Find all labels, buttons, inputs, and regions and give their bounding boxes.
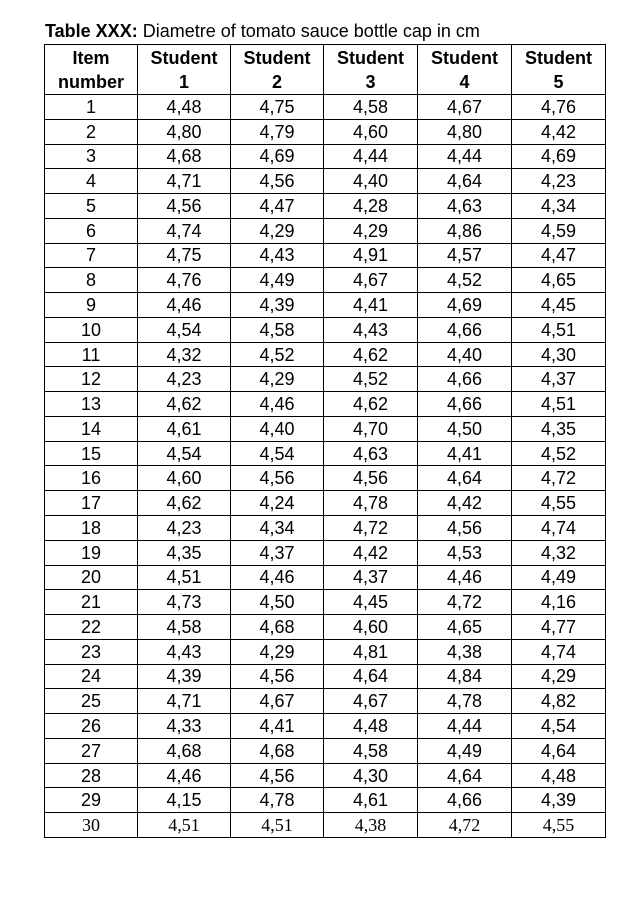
diameter-cell: 4,56 (231, 763, 324, 788)
item-number-cell: 26 (45, 714, 138, 739)
diameter-cell: 4,44 (418, 714, 512, 739)
item-number-cell: 24 (45, 664, 138, 689)
diameter-cell: 4,29 (231, 639, 324, 664)
diameter-cell: 4,23 (138, 367, 231, 392)
diameter-cell: 4,43 (138, 639, 231, 664)
table-row (45, 714, 606, 739)
diameter-cell: 4,44 (324, 144, 418, 169)
diameter-cell: 4,58 (324, 95, 418, 120)
diameter-cell: 4,66 (418, 317, 512, 342)
diameter-cell: 4,70 (324, 416, 418, 441)
item-number-cell: 18 (45, 516, 138, 541)
header-student-5 (512, 45, 606, 95)
diameter-cell: 4,73 (138, 590, 231, 615)
diameter-cell: 4,55 (512, 491, 606, 516)
table-row (45, 268, 606, 293)
diameter-cell: 4,32 (138, 342, 231, 367)
table-row (45, 590, 606, 615)
diameter-cell: 4,42 (512, 119, 606, 144)
table-row (45, 317, 606, 342)
header-line: Student (243, 47, 311, 68)
header-student-4 (418, 45, 512, 95)
diameter-cell: 4,84 (418, 664, 512, 689)
item-number-cell: 28 (45, 763, 138, 788)
item-number-cell: 21 (45, 590, 138, 615)
item-number-cell: 6 (45, 218, 138, 243)
diameter-cell: 4,65 (418, 615, 512, 640)
diameter-cell: 4,29 (231, 218, 324, 243)
diameter-cell: 4,80 (138, 119, 231, 144)
item-number-cell: 4 (45, 169, 138, 194)
diameter-cell: 4,63 (418, 194, 512, 219)
diameter-cell: 4,52 (324, 367, 418, 392)
diameter-cell: 4,52 (418, 268, 512, 293)
item-number-cell: 25 (45, 689, 138, 714)
diameter-cell: 4,46 (138, 293, 231, 318)
diameter-cell: 4,24 (231, 491, 324, 516)
table-body (45, 95, 606, 838)
diameter-cell: 4,62 (138, 491, 231, 516)
diameter-cell: 4,55 (512, 813, 606, 838)
diameter-cell: 4,81 (324, 639, 418, 664)
header-line: 2 (271, 71, 282, 92)
diameter-cell: 4,69 (418, 293, 512, 318)
diameter-cell: 4,68 (138, 738, 231, 763)
diameter-cell: 4,79 (231, 119, 324, 144)
diameter-cell: 4,86 (418, 218, 512, 243)
item-number-cell: 20 (45, 565, 138, 590)
diameter-cell: 4,49 (512, 565, 606, 590)
diameter-cell: 4,64 (418, 763, 512, 788)
table-row (45, 243, 606, 268)
diameter-cell: 4,66 (418, 392, 512, 417)
item-number-cell: 16 (45, 466, 138, 491)
diameter-cell: 4,54 (138, 317, 231, 342)
header-item-number (45, 45, 138, 95)
diameter-cell: 4,34 (231, 516, 324, 541)
diameter-cell: 4,54 (231, 441, 324, 466)
diameter-cell: 4,40 (231, 416, 324, 441)
diameter-cell: 4,30 (324, 763, 418, 788)
diameter-table (44, 44, 606, 838)
diameter-cell: 4,50 (231, 590, 324, 615)
diameter-cell: 4,38 (418, 639, 512, 664)
item-number-cell: 3 (45, 144, 138, 169)
diameter-cell: 4,58 (324, 738, 418, 763)
diameter-cell: 4,64 (418, 169, 512, 194)
table-row (45, 689, 606, 714)
table-row (45, 218, 606, 243)
diameter-cell: 4,39 (231, 293, 324, 318)
diameter-cell: 4,46 (231, 392, 324, 417)
diameter-cell: 4,28 (324, 194, 418, 219)
diameter-cell: 4,71 (138, 169, 231, 194)
diameter-cell: 4,48 (324, 714, 418, 739)
diameter-cell: 4,32 (512, 540, 606, 565)
diameter-cell: 4,56 (418, 516, 512, 541)
diameter-cell: 4,57 (418, 243, 512, 268)
diameter-cell: 4,43 (231, 243, 324, 268)
table-row (45, 466, 606, 491)
diameter-cell: 4,64 (418, 466, 512, 491)
diameter-cell: 4,91 (324, 243, 418, 268)
diameter-cell: 4,60 (324, 119, 418, 144)
item-number-cell: 27 (45, 738, 138, 763)
diameter-cell: 4,61 (138, 416, 231, 441)
diameter-cell: 4,56 (231, 169, 324, 194)
table-row (45, 813, 606, 838)
diameter-cell: 4,62 (324, 342, 418, 367)
table-row (45, 615, 606, 640)
diameter-cell: 4,41 (231, 714, 324, 739)
diameter-cell: 4,78 (231, 788, 324, 813)
diameter-cell: 4,51 (138, 565, 231, 590)
caption-text: Diametre of tomato sauce bottle cap in cm (137, 21, 480, 41)
diameter-cell: 4,61 (324, 788, 418, 813)
diameter-cell: 4,47 (512, 243, 606, 268)
diameter-cell: 4,39 (512, 788, 606, 813)
diameter-cell: 4,51 (138, 813, 231, 838)
header-line: number (57, 71, 124, 92)
diameter-cell: 4,35 (512, 416, 606, 441)
diameter-cell: 4,48 (138, 95, 231, 120)
table-caption (45, 20, 480, 42)
diameter-cell: 4,41 (324, 293, 418, 318)
diameter-cell: 4,46 (231, 565, 324, 590)
diameter-cell: 4,66 (418, 788, 512, 813)
diameter-cell: 4,58 (231, 317, 324, 342)
item-number-cell: 2 (45, 119, 138, 144)
diameter-cell: 4,67 (324, 689, 418, 714)
diameter-cell: 4,51 (512, 317, 606, 342)
diameter-cell: 4,56 (231, 466, 324, 491)
diameter-cell: 4,76 (512, 95, 606, 120)
table-row (45, 738, 606, 763)
table-row (45, 367, 606, 392)
header-line: Student (431, 47, 498, 68)
diameter-cell: 4,74 (512, 639, 606, 664)
diameter-cell: 4,60 (138, 466, 231, 491)
diameter-cell: 4,33 (138, 714, 231, 739)
diameter-cell: 4,60 (324, 615, 418, 640)
table-row (45, 119, 606, 144)
table-row (45, 491, 606, 516)
diameter-cell: 4,65 (512, 268, 606, 293)
item-number-cell: 19 (45, 540, 138, 565)
item-number-cell: 13 (45, 392, 138, 417)
diameter-cell: 4,56 (324, 466, 418, 491)
header-line: Item (72, 47, 110, 68)
table-row (45, 342, 606, 367)
diameter-cell: 4,63 (324, 441, 418, 466)
diameter-cell: 4,23 (138, 516, 231, 541)
diameter-cell: 4,74 (512, 516, 606, 541)
diameter-cell: 4,51 (512, 392, 606, 417)
diameter-cell: 4,77 (512, 615, 606, 640)
caption-label: Table XXX: (45, 21, 138, 41)
item-number-cell: 1 (45, 95, 138, 120)
diameter-cell: 4,49 (231, 268, 324, 293)
diameter-cell: 4,76 (138, 268, 231, 293)
diameter-cell: 4,45 (512, 293, 606, 318)
item-number-cell: 8 (45, 268, 138, 293)
diameter-cell: 4,52 (512, 441, 606, 466)
header-student-1 (138, 45, 231, 95)
diameter-cell: 4,51 (231, 813, 324, 838)
header-line: Student (525, 47, 592, 68)
diameter-cell: 4,69 (512, 144, 606, 169)
diameter-cell: 4,58 (138, 615, 231, 640)
header-line: 5 (553, 71, 564, 92)
table-row (45, 293, 606, 318)
diameter-cell: 4,75 (231, 95, 324, 120)
table-row (45, 441, 606, 466)
header-line: Student (150, 47, 218, 68)
diameter-cell: 4,16 (512, 590, 606, 615)
table-row (45, 565, 606, 590)
diameter-cell: 4,62 (138, 392, 231, 417)
diameter-cell: 4,72 (418, 590, 512, 615)
table-row (45, 788, 606, 813)
diameter-cell: 4,45 (324, 590, 418, 615)
table-row (45, 144, 606, 169)
item-number-cell: 7 (45, 243, 138, 268)
diameter-cell: 4,48 (512, 763, 606, 788)
diameter-cell: 4,78 (418, 689, 512, 714)
diameter-cell: 4,43 (324, 317, 418, 342)
diameter-cell: 4,68 (231, 615, 324, 640)
diameter-cell: 4,46 (418, 565, 512, 590)
item-number-cell: 30 (45, 813, 138, 838)
diameter-cell: 4,15 (138, 788, 231, 813)
diameter-cell: 4,54 (512, 714, 606, 739)
diameter-cell: 4,78 (324, 491, 418, 516)
header-row (45, 45, 606, 95)
diameter-cell: 4,40 (418, 342, 512, 367)
diameter-cell: 4,62 (324, 392, 418, 417)
diameter-cell: 4,37 (324, 565, 418, 590)
diameter-cell: 4,44 (418, 144, 512, 169)
diameter-cell: 4,72 (418, 813, 512, 838)
diameter-cell: 4,59 (512, 218, 606, 243)
diameter-cell: 4,23 (512, 169, 606, 194)
diameter-cell: 4,29 (231, 367, 324, 392)
diameter-cell: 4,66 (418, 367, 512, 392)
diameter-cell: 4,72 (512, 466, 606, 491)
diameter-cell: 4,67 (418, 95, 512, 120)
diameter-cell: 4,53 (418, 540, 512, 565)
diameter-cell: 4,37 (512, 367, 606, 392)
diameter-cell: 4,64 (512, 738, 606, 763)
header-student-2 (231, 45, 324, 95)
diameter-cell: 4,46 (138, 763, 231, 788)
table-row (45, 540, 606, 565)
diameter-cell: 4,80 (418, 119, 512, 144)
diameter-cell: 4,68 (231, 738, 324, 763)
diameter-cell: 4,74 (138, 218, 231, 243)
diameter-cell: 4,56 (231, 664, 324, 689)
table-row (45, 392, 606, 417)
diameter-cell: 4,64 (324, 664, 418, 689)
diameter-cell: 4,42 (418, 491, 512, 516)
header-line: Student (337, 47, 404, 68)
table-row (45, 416, 606, 441)
header-line: 3 (365, 71, 376, 92)
header-student-3 (324, 45, 418, 95)
diameter-cell: 4,42 (324, 540, 418, 565)
diameter-cell: 4,49 (418, 738, 512, 763)
table-row (45, 763, 606, 788)
table-row (45, 639, 606, 664)
diameter-cell: 4,68 (138, 144, 231, 169)
diameter-cell: 4,67 (324, 268, 418, 293)
diameter-cell: 4,52 (231, 342, 324, 367)
item-number-cell: 15 (45, 441, 138, 466)
diameter-cell: 4,39 (138, 664, 231, 689)
diameter-cell: 4,82 (512, 689, 606, 714)
diameter-cell: 4,38 (324, 813, 418, 838)
header-line: 4 (459, 71, 470, 92)
item-number-cell: 11 (45, 342, 138, 367)
item-number-cell: 10 (45, 317, 138, 342)
item-number-cell: 12 (45, 367, 138, 392)
table-row (45, 516, 606, 541)
diameter-cell: 4,69 (231, 144, 324, 169)
table-row (45, 169, 606, 194)
diameter-cell: 4,56 (138, 194, 231, 219)
diameter-cell: 4,72 (324, 516, 418, 541)
table-row (45, 194, 606, 219)
item-number-cell: 9 (45, 293, 138, 318)
diameter-cell: 4,41 (418, 441, 512, 466)
diameter-cell: 4,37 (231, 540, 324, 565)
item-number-cell: 17 (45, 491, 138, 516)
diameter-cell: 4,54 (138, 441, 231, 466)
diameter-cell: 4,34 (512, 194, 606, 219)
diameter-cell: 4,35 (138, 540, 231, 565)
item-number-cell: 22 (45, 615, 138, 640)
item-number-cell: 23 (45, 639, 138, 664)
table-row (45, 664, 606, 689)
table-row (45, 95, 606, 120)
diameter-cell: 4,29 (324, 218, 418, 243)
diameter-cell: 4,30 (512, 342, 606, 367)
diameter-cell: 4,40 (324, 169, 418, 194)
diameter-cell: 4,75 (138, 243, 231, 268)
item-number-cell: 14 (45, 416, 138, 441)
diameter-cell: 4,71 (138, 689, 231, 714)
header-line: 1 (178, 71, 189, 92)
diameter-cell: 4,47 (231, 194, 324, 219)
diameter-cell: 4,67 (231, 689, 324, 714)
item-number-cell: 29 (45, 788, 138, 813)
diameter-cell: 4,29 (512, 664, 606, 689)
item-number-cell: 5 (45, 194, 138, 219)
diameter-cell: 4,50 (418, 416, 512, 441)
